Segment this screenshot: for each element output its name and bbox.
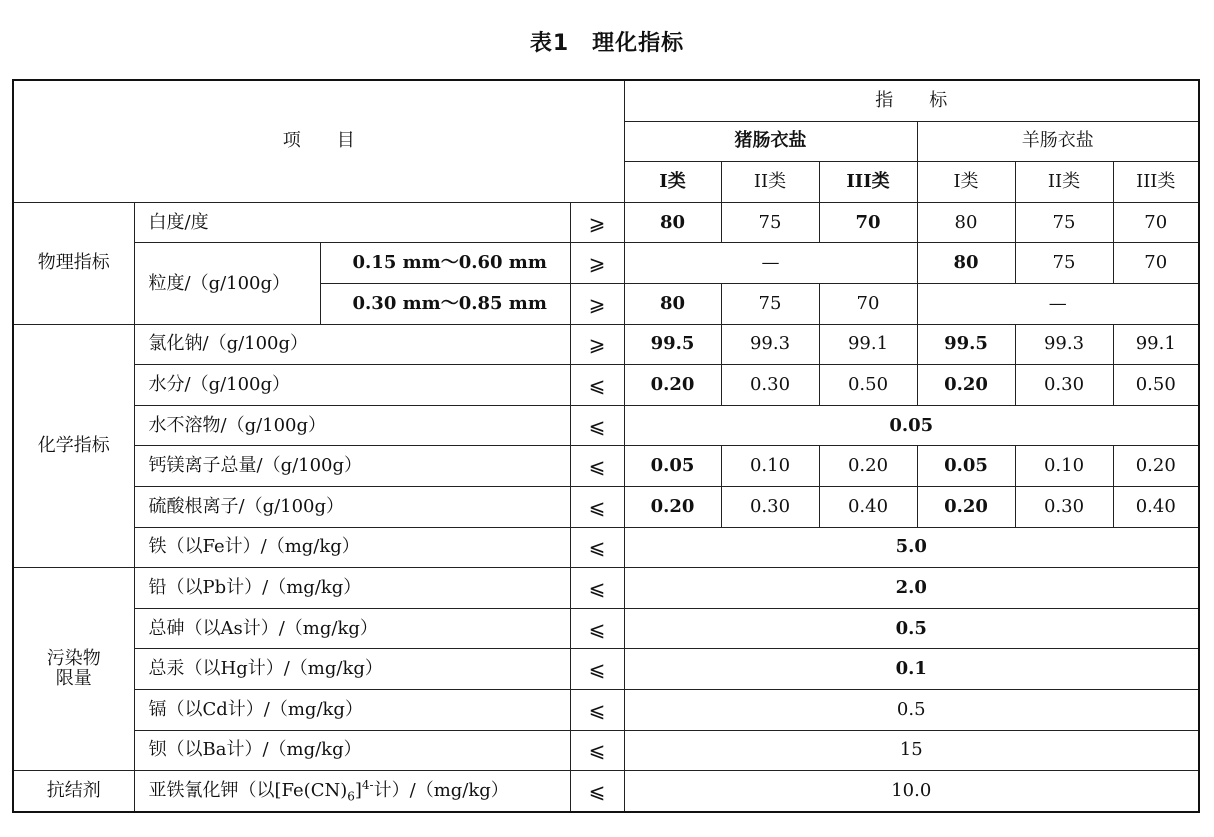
value-cell: 75: [721, 202, 819, 243]
row-label: 镉（以Cd计）/（mg/kg）: [134, 689, 570, 730]
group-pollutant: [13, 568, 134, 771]
class-header: I类: [624, 162, 721, 203]
value-cell: 80: [624, 283, 721, 324]
sheep-casing-salt-header: 羊肠衣盐: [917, 121, 1199, 162]
value-cell: 0.20: [624, 486, 721, 527]
operator-ge: ⩾: [570, 324, 624, 365]
table-row: [13, 405, 1199, 446]
value-cell: 70: [1113, 243, 1199, 284]
operator-le: ⩽: [570, 730, 624, 771]
value-cell: 0.30: [1015, 486, 1113, 527]
value-cell: 2.0: [624, 568, 1199, 609]
row-label: 总砷（以As计）/（mg/kg）: [134, 608, 570, 649]
class-header: III类: [819, 162, 917, 203]
class-header: II类: [1015, 162, 1113, 203]
value-cell: 0.20: [917, 365, 1015, 406]
row-label: 铁（以Fe计）/（mg/kg）: [134, 527, 570, 568]
value-cell: 0.20: [917, 486, 1015, 527]
table-row: [13, 446, 1199, 487]
value-cell: 70: [819, 283, 917, 324]
table-row: [13, 243, 1199, 284]
operator-le: ⩽: [570, 446, 624, 487]
value-cell: 0.05: [624, 446, 721, 487]
value-cell: 0.5: [624, 689, 1199, 730]
value-cell: 10.0: [624, 771, 1199, 812]
value-cell: 99.3: [1015, 324, 1113, 365]
operator-le: ⩽: [570, 568, 624, 609]
label-part: 亚铁氰化钾（以[Fe(CN): [148, 779, 348, 801]
value-cell: 75: [1015, 202, 1113, 243]
operator-ge: ⩾: [570, 283, 624, 324]
pig-casing-salt-header: 猪肠衣盐: [624, 121, 917, 162]
value-cell: 0.20: [819, 446, 917, 487]
range-label: 0.30 mm～0.85 mm: [320, 283, 570, 324]
value-cell: 0.05: [917, 446, 1015, 487]
table-row: [13, 527, 1199, 568]
row-label: 硫酸根离子/（g/100g）: [134, 486, 570, 527]
class-header: III类: [1113, 162, 1199, 203]
value-cell: 80: [917, 202, 1015, 243]
value-cell: 0.30: [1015, 365, 1113, 406]
label-part: 计）/（mg/kg）: [373, 779, 509, 801]
value-cell: 80: [624, 202, 721, 243]
table-row: [13, 730, 1199, 771]
value-cell: 99.5: [917, 324, 1015, 365]
value-cell: 0.1: [624, 649, 1199, 690]
row-label: 水分/（g/100g）: [134, 365, 570, 406]
value-cell: 0.10: [1015, 446, 1113, 487]
label-part: ]: [354, 779, 362, 801]
operator-le: ⩽: [570, 486, 624, 527]
value-cell: 0.5: [624, 608, 1199, 649]
table-row: [13, 608, 1199, 649]
table-row: [13, 771, 1199, 812]
group-anticaking: 抗结剂: [13, 771, 134, 812]
index-header: 指 标: [624, 80, 1199, 121]
operator-le: ⩽: [570, 649, 624, 690]
label-superscript: 4-: [361, 777, 374, 792]
value-cell: 0.10: [721, 446, 819, 487]
row-label: 总汞（以Hg计）/（mg/kg）: [134, 649, 570, 690]
table-row: [13, 649, 1199, 690]
label-subscript: 6: [347, 789, 355, 804]
value-cell: 0.40: [1113, 486, 1199, 527]
row-label-ferrocyanide: [134, 771, 570, 812]
operator-le: ⩽: [570, 405, 624, 446]
table-row: [13, 324, 1199, 365]
value-cell: 99.1: [819, 324, 917, 365]
value-cell: 70: [819, 202, 917, 243]
group-pollutant-line1: 污染物: [46, 648, 101, 670]
group-pollutant-line2: 限量: [55, 668, 92, 690]
value-cell: 75: [1015, 243, 1113, 284]
value-cell: 0.20: [1113, 446, 1199, 487]
row-label: 钡（以Ba计）/（mg/kg）: [134, 730, 570, 771]
physicochemical-table: [12, 79, 1200, 813]
value-cell: 99.5: [624, 324, 721, 365]
value-cell: 15: [624, 730, 1199, 771]
operator-le: ⩽: [570, 365, 624, 406]
group-physical: 物理指标: [13, 202, 134, 324]
table-row: [13, 365, 1199, 406]
value-cell: 0.30: [721, 486, 819, 527]
value-cell: 0.50: [1113, 365, 1199, 406]
item-header: 项 目: [13, 80, 624, 202]
table-row: [13, 202, 1199, 243]
operator-le: ⩽: [570, 689, 624, 730]
row-label: 白度/度: [134, 202, 570, 243]
operator-ge: ⩾: [570, 243, 624, 284]
class-header: I类: [917, 162, 1015, 203]
range-label: 0.15 mm～0.60 mm: [320, 243, 570, 284]
class-header: II类: [721, 162, 819, 203]
value-cell: 0.20: [624, 365, 721, 406]
operator-le: ⩽: [570, 771, 624, 812]
dash-cell: —: [917, 283, 1199, 324]
value-cell: 99.1: [1113, 324, 1199, 365]
operator-le: ⩽: [570, 527, 624, 568]
operator-le: ⩽: [570, 608, 624, 649]
row-label: 水不溶物/（g/100g）: [134, 405, 570, 446]
value-cell: 0.05: [624, 405, 1199, 446]
value-cell: 99.3: [721, 324, 819, 365]
table-title: 表1 理化指标: [529, 31, 685, 56]
dash-cell: —: [624, 243, 917, 284]
operator-ge: ⩾: [570, 202, 624, 243]
row-label: 钙镁离子总量/（g/100g）: [134, 446, 570, 487]
value-cell: 80: [917, 243, 1015, 284]
table-row: [13, 568, 1199, 609]
table-row: [13, 689, 1199, 730]
row-label: 铅（以Pb计）/（mg/kg）: [134, 568, 570, 609]
value-cell: 5.0: [624, 527, 1199, 568]
row-label: 粒度/（g/100g）: [134, 243, 320, 324]
value-cell: 75: [721, 283, 819, 324]
table-row: [13, 486, 1199, 527]
value-cell: 0.30: [721, 365, 819, 406]
group-chemical: 化学指标: [13, 324, 134, 568]
value-cell: 70: [1113, 202, 1199, 243]
row-label: 氯化钠/（g/100g）: [134, 324, 570, 365]
value-cell: 0.50: [819, 365, 917, 406]
value-cell: 0.40: [819, 486, 917, 527]
